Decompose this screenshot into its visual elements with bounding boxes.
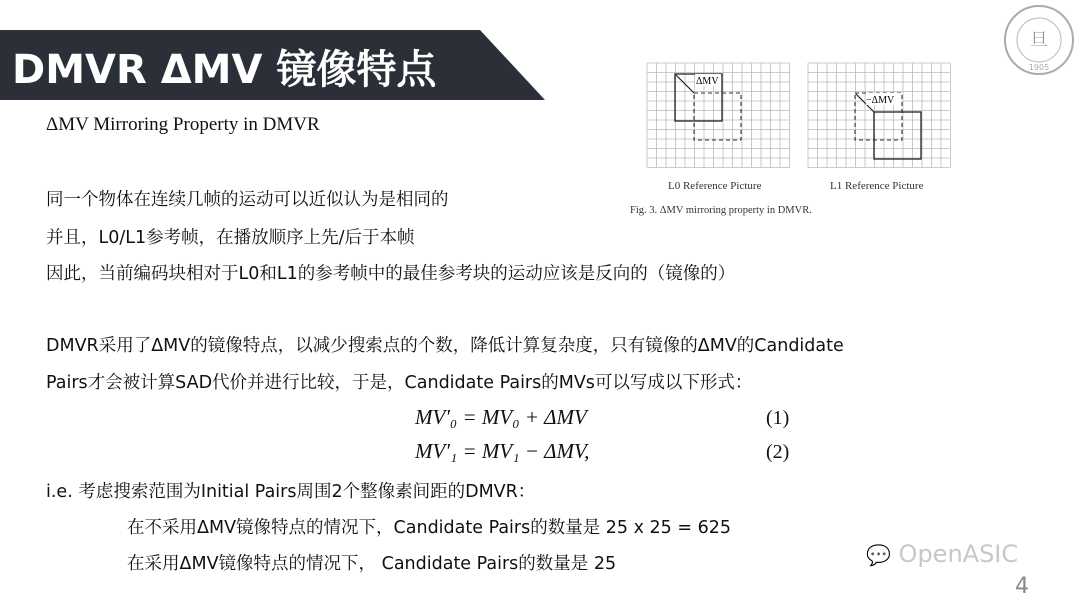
wechat-icon: 💬 bbox=[866, 543, 891, 567]
example-line: 在不采用ΔMV镜像特点的情况下，Candidate Pairs的数量是 25 x 25 = 625 bbox=[127, 518, 732, 538]
svg-text:1905: 1905 bbox=[1028, 63, 1050, 72]
paragraph2-line: DMVR采用了ΔMV的镜像特点，以减少搜索点的个数，降低计算复杂度，只有镜像的ΔMV的Candidate bbox=[46, 336, 844, 356]
l1-caption: L1 Reference Picture bbox=[830, 180, 924, 192]
equation-1: MV′₀ = MV₀ + ΔMV bbox=[415, 405, 587, 429]
example-intro: i.e. 考虑搜索范围为Initial Pairs周围2个整像素间距的DMVR： bbox=[46, 482, 536, 502]
l1-delta-mv-label: −ΔMV bbox=[866, 95, 895, 106]
fudan-university-seal bbox=[1003, 4, 1075, 76]
l1-solid-block bbox=[874, 112, 921, 159]
paragraph2-line: Pairs才会被计算SAD代价并进行比较，于是，Candidate Pairs的MVs可以写成以下形式： bbox=[46, 373, 753, 393]
example-line: 在采用ΔMV镜像特点的情况下， Candidate Pairs的数量是 25 bbox=[127, 554, 617, 574]
equation-2: MV′₁ = MV₁ − ΔMV, bbox=[415, 439, 590, 463]
slide-title: DMVR ΔMV 镜像特点 bbox=[12, 47, 437, 93]
paragraph1-line: 并且，L0/L1参考帧，在播放顺序上先/后于本帧 bbox=[46, 228, 415, 248]
l0-dashed-block bbox=[694, 93, 741, 140]
l0-caption: L0 Reference Picture bbox=[668, 180, 762, 192]
l1-grid bbox=[808, 63, 951, 168]
paragraph1-line: 因此，当前编码块相对于L0和L1的参考帧中的最佳参考块的运动应该是反向的（镜像的） bbox=[46, 264, 736, 284]
page-number: 4 bbox=[1015, 574, 1029, 599]
l0-delta-mv-label: ΔMV bbox=[696, 76, 719, 87]
equation-2-number: (2) bbox=[766, 441, 790, 463]
equation-1-number: (1) bbox=[766, 407, 790, 429]
watermark bbox=[866, 540, 1018, 568]
svg-text:旦: 旦 bbox=[1030, 30, 1048, 51]
figure-caption: Fig. 3. ΔMV mirroring property in DMVR. bbox=[630, 205, 812, 216]
subtitle: ΔMV Mirroring Property in DMVR bbox=[46, 114, 320, 135]
watermark-text: OpenASIC bbox=[898, 540, 1019, 568]
paragraph1-line: 同一个物体在连续几帧的运动可以近似认为是相同的 bbox=[46, 190, 449, 210]
mirroring-figure bbox=[640, 58, 960, 178]
